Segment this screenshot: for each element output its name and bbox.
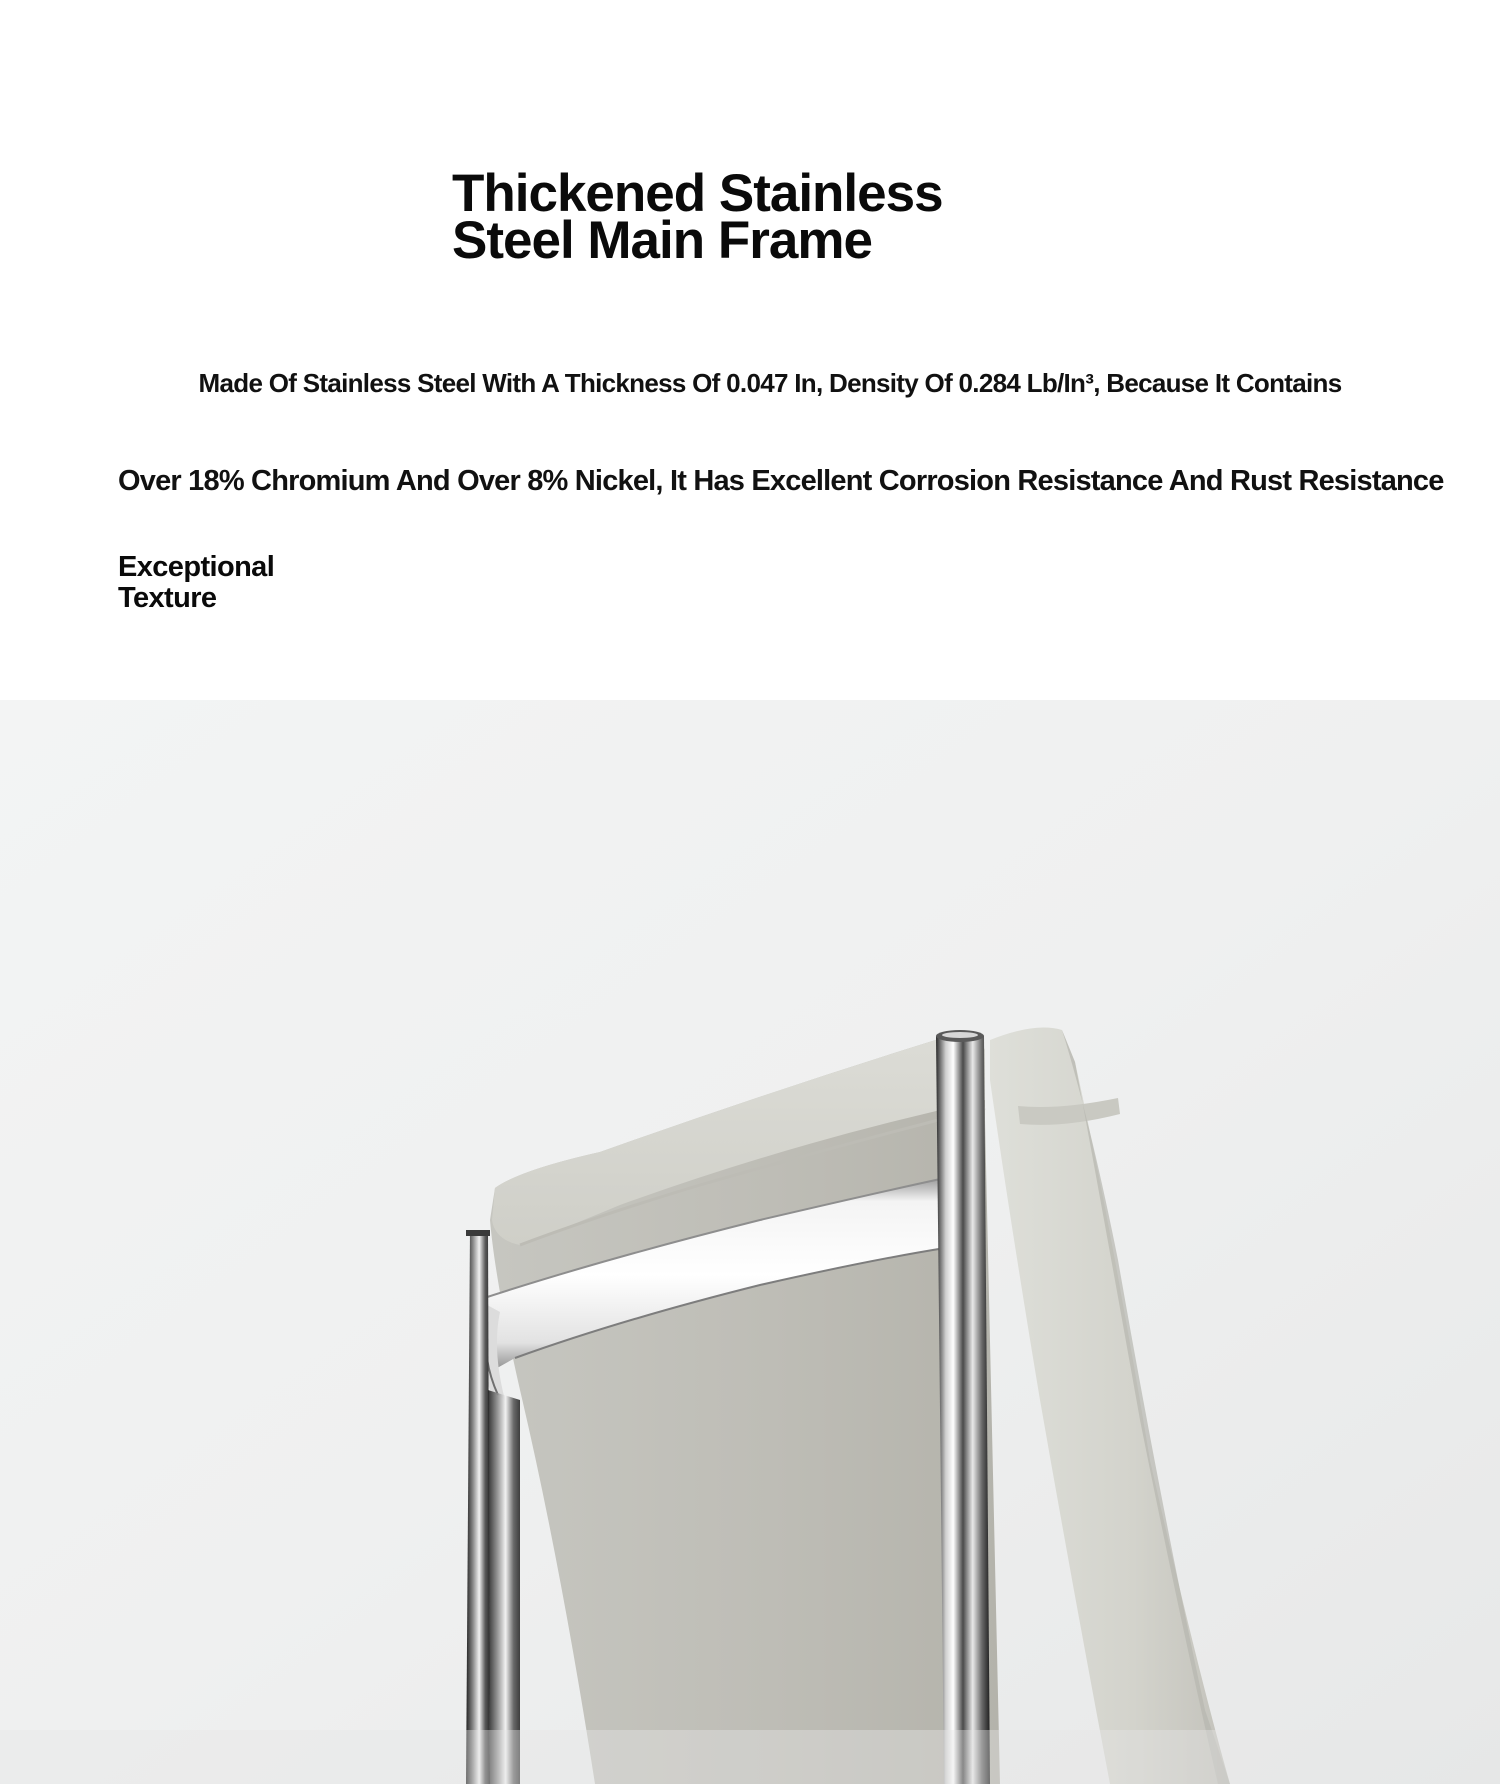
chair-back-photo <box>0 700 1500 1784</box>
feature-title-line-1: Thickened Stainless <box>452 164 943 223</box>
texture-subheading-line-2: Texture <box>118 582 217 614</box>
chair-back-illustration <box>0 700 1500 1784</box>
feature-description-line-1: Made Of Stainless Steel With A Thickness Of 0.047 In, Density Of 0.284 Lb/In³, Because It Contains <box>198 368 1342 398</box>
feature-description-line-2: Over 18% Chromium And Over 8% Nickel, It Has Excellent Corrosion Resistance And Rust Resistance <box>118 465 1444 497</box>
texture-subheading-line-1: Exceptional <box>118 551 275 583</box>
feature-title <box>452 164 1072 270</box>
feature-title-line-2: Steel Main Frame <box>452 211 872 270</box>
feature-text-section <box>0 0 1500 700</box>
texture-subheading <box>118 552 274 614</box>
